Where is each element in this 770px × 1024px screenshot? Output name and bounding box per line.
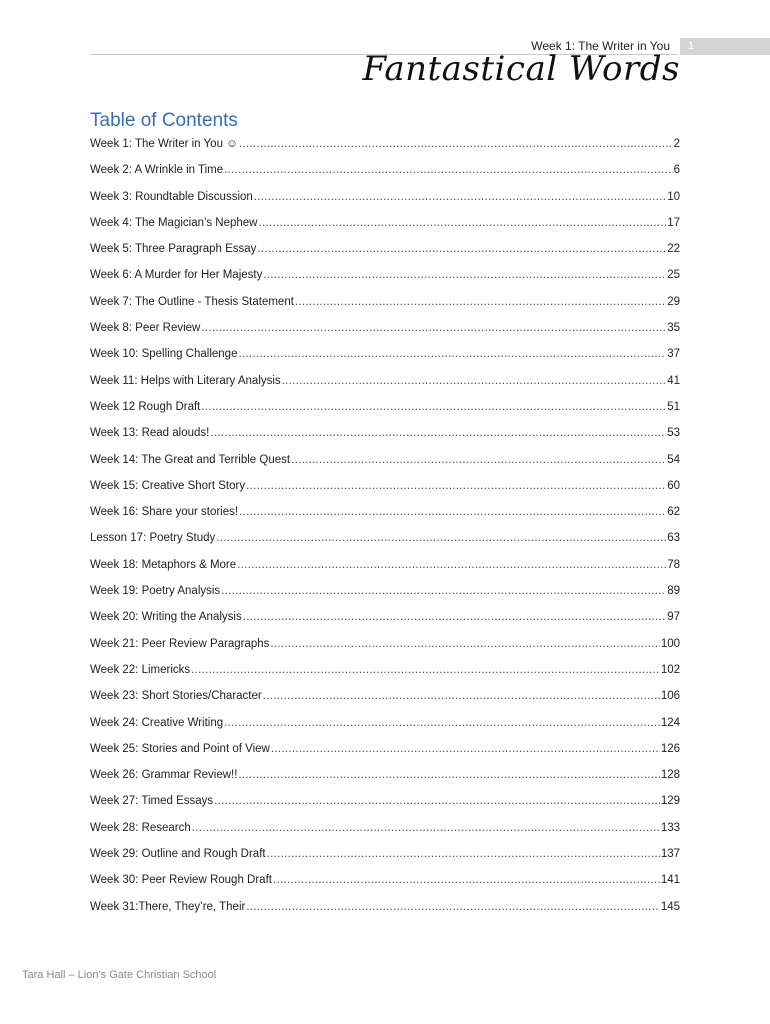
toc-entry-title: Week 29: Outline and Rough Draft: [90, 848, 266, 861]
toc-entry-page-number: 126: [660, 742, 680, 755]
toc-entry-title: Week 5: Three Paragraph Essay: [90, 243, 257, 256]
toc-entry-title: Week 11: Helps with Literary Analysis: [90, 374, 281, 387]
toc-entry-page-number: 51: [667, 400, 680, 413]
toc-entry[interactable]: [90, 870, 680, 896]
toc-dot-leader: [214, 791, 660, 811]
toc-dot-leader: [271, 739, 660, 759]
toc-entry[interactable]: [90, 160, 680, 186]
toc-entry[interactable]: [90, 739, 680, 765]
toc-entry-page-number: 41: [667, 374, 680, 387]
toc-dot-leader: [221, 581, 666, 601]
toc-dot-leader: [282, 371, 667, 391]
toc-dot-leader: [295, 292, 666, 312]
toc-entry[interactable]: [90, 713, 680, 739]
toc-entry-page-number: 133: [660, 821, 680, 834]
page-footer: Tara Hall – Lion’s Gate Christian School: [22, 969, 217, 981]
toc-entry-page-number: 129: [660, 795, 680, 808]
toc-entry[interactable]: [90, 897, 680, 923]
toc-entry[interactable]: [90, 502, 680, 528]
toc-entry-title: Week 31:There, They’re, Their: [90, 900, 246, 913]
toc-dot-leader: [210, 423, 666, 443]
toc-dot-leader: [224, 160, 672, 180]
toc-entry[interactable]: [90, 607, 680, 633]
toc-entry[interactable]: [90, 765, 680, 791]
toc-list: [90, 134, 680, 923]
toc-dot-leader: [258, 213, 666, 233]
toc-entry[interactable]: [90, 318, 680, 344]
toc-entry-title: Week 14: The Great and Terrible Quest: [90, 453, 291, 466]
toc-dot-leader: [201, 397, 666, 417]
toc-entry[interactable]: [90, 371, 680, 397]
toc-entry[interactable]: [90, 844, 680, 870]
toc-entry[interactable]: [90, 265, 680, 291]
toc-entry-title: Week 23: Short Stories/Character: [90, 690, 262, 703]
toc-entry-title: Week 10: Spelling Challenge: [90, 348, 238, 361]
toc-entry-page-number: 22: [667, 243, 680, 256]
toc-dot-leader: [239, 134, 673, 154]
toc-entry[interactable]: [90, 634, 680, 660]
toc-dot-leader: [192, 818, 660, 838]
toc-entry-page-number: 6: [673, 164, 680, 177]
toc-entry-title: Week 16: Share your stories!: [90, 506, 239, 519]
toc-entry[interactable]: [90, 818, 680, 844]
toc-entry-page-number: 53: [667, 427, 680, 440]
toc-entry-title: Week 6: A Murder for Her Majesty: [90, 269, 263, 282]
toc-entry-page-number: 37: [667, 348, 680, 361]
toc-dot-leader: [201, 318, 666, 338]
toc-entry-page-number: 78: [667, 558, 680, 571]
toc-entry-page-number: 63: [667, 532, 680, 545]
toc-dot-leader: [267, 844, 660, 864]
toc-entry-page-number: 62: [667, 506, 680, 519]
toc-entry-title: Week 22: Limericks: [90, 663, 191, 676]
toc-entry-title: Week 2: A Wrinkle in Time: [90, 164, 224, 177]
toc-entry-title: Week 15: Creative Short Story: [90, 479, 246, 492]
toc-dot-leader: [270, 634, 659, 654]
toc-entry[interactable]: [90, 476, 680, 502]
toc-entry-title: Week 25: Stories and Point of View: [90, 742, 270, 755]
toc-entry[interactable]: [90, 450, 680, 476]
toc-entry-title: Week 30: Peer Review Rough Draft: [90, 874, 272, 887]
document-title: Fantastical Words: [362, 49, 680, 89]
toc-entry[interactable]: [90, 239, 680, 265]
toc-entry-page-number: 102: [660, 663, 680, 676]
toc-dot-leader: [191, 660, 660, 680]
toc-entry-title: Week 27: Timed Essays: [90, 795, 214, 808]
toc-entry-title: Week 3: Roundtable Discussion: [90, 190, 253, 203]
toc-entry-page-number: 35: [667, 322, 680, 335]
toc-dot-leader: [257, 239, 666, 259]
toc-entry-page-number: 54: [667, 453, 680, 466]
toc-entry-title: Week 7: The Outline - Thesis Statement: [90, 295, 294, 308]
toc-entry[interactable]: [90, 660, 680, 686]
toc-dot-leader: [254, 187, 666, 207]
toc-entry[interactable]: [90, 213, 680, 239]
toc-entry-page-number: 2: [673, 138, 680, 150]
toc-dot-leader: [224, 713, 660, 733]
toc-entry[interactable]: [90, 423, 680, 449]
toc-dot-leader: [263, 686, 660, 706]
toc-entry-title: Week 19: Poetry Analysis: [90, 585, 221, 598]
toc-entry[interactable]: [90, 344, 680, 370]
toc-entry[interactable]: [90, 686, 680, 712]
toc-entry[interactable]: [90, 187, 680, 213]
toc-entry-page-number: 141: [660, 874, 680, 887]
toc-entry-page-number: 106: [660, 690, 680, 703]
toc-dot-leader: [263, 265, 666, 285]
toc-entry-title: Week 18: Metaphors & More: [90, 558, 237, 571]
toc-entry[interactable]: [90, 791, 680, 817]
toc-dot-leader: [216, 528, 666, 548]
toc-entry-page-number: 60: [667, 479, 680, 492]
toc-heading: Table of Contents: [90, 110, 238, 131]
toc-entry-page-number: 10: [667, 190, 680, 203]
toc-entry-page-number: 124: [660, 716, 680, 729]
toc-entry-page-number: 128: [660, 769, 680, 782]
toc-dot-leader: [238, 765, 659, 785]
toc-entry-page-number: 89: [667, 585, 680, 598]
toc-entry-title: Week 8: Peer Review: [90, 322, 201, 335]
toc-entry[interactable]: [90, 555, 680, 581]
toc-entry-page-number: 137: [660, 848, 680, 861]
toc-entry-page-number: 29: [667, 295, 680, 308]
toc-dot-leader: [246, 476, 666, 496]
toc-entry-title: Week 28: Research: [90, 821, 191, 834]
toc-entry-title: Week 4: The Magician’s Nephew: [90, 216, 258, 229]
toc-entry[interactable]: [90, 134, 680, 160]
toc-entry-page-number: 97: [667, 611, 680, 624]
page-number-badge: 1: [680, 38, 770, 55]
toc-entry-title: Week 12 Rough Draft: [90, 400, 201, 413]
toc-dot-leader: [246, 897, 659, 917]
toc-entry-page-number: 25: [667, 269, 680, 282]
toc-entry-page-number: 145: [660, 900, 680, 913]
toc-entry-title: Week 13: Read alouds!: [90, 427, 210, 440]
toc-dot-leader: [238, 344, 666, 364]
toc-entry-page-number: 17: [667, 216, 680, 229]
toc-entry[interactable]: [90, 581, 680, 607]
running-header-week: Week 1: The Writer in You: [531, 39, 670, 53]
toc-dot-leader: [273, 870, 660, 890]
toc-entry[interactable]: [90, 397, 680, 423]
toc-entry-page-number: 100: [660, 637, 680, 650]
toc-entry-title: Week 20: Writing the Analysis: [90, 611, 242, 624]
toc-entry-title: Lesson 17: Poetry Study: [90, 532, 216, 545]
toc-dot-leader: [243, 607, 667, 627]
toc-entry-title: Week 1: The Writer in You ☺: [90, 138, 238, 150]
toc-dot-leader: [237, 555, 666, 575]
toc-dot-leader: [239, 502, 666, 522]
toc-entry[interactable]: [90, 292, 680, 318]
toc-entry-title: Week 24: Creative Writing: [90, 716, 224, 729]
toc-entry-title: Week 26: Grammar Review!!: [90, 769, 238, 782]
toc-entry[interactable]: [90, 528, 680, 554]
toc-entry-title: Week 21: Peer Review Paragraphs: [90, 637, 270, 650]
toc-dot-leader: [291, 450, 666, 470]
